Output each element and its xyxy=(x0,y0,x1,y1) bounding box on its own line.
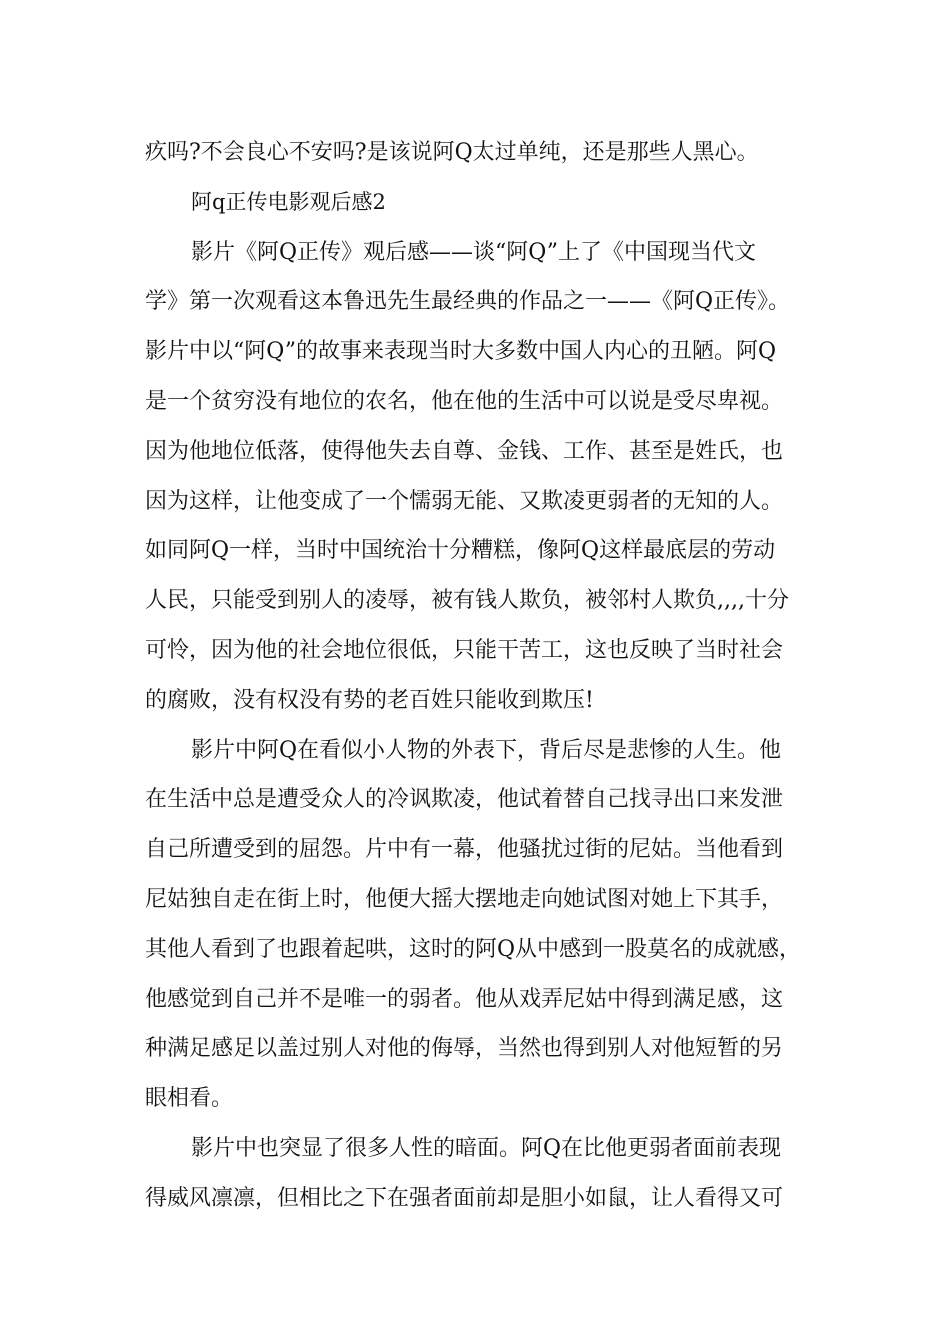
text-line: 种满足感足以盖过别人对他的侮辱，当然也得到别人对他短暂的另 xyxy=(145,1036,784,1062)
text-line: 影片中阿Q在看似小人物的外表下，背后尽是悲惨的人生。他 xyxy=(191,737,782,763)
text-line: 如同阿Q一样，当时中国统治十分糟糕，像阿Q这样最底层的劳动 xyxy=(145,538,776,564)
text-line: 影片《阿Q正传》观后感——谈“阿Q”上了《中国现当代文 xyxy=(191,239,756,265)
text-line: 因为他地位低落，使得他失去自尊、金钱、工作、甚至是姓氏，也 xyxy=(145,438,784,464)
text-line: 自己所遭受到的屈怨。片中有一幕，他骚扰过街的尼姑。当他看到 xyxy=(145,837,784,863)
text-line: 得威风凛凛，但相比之下在强者面前却是胆小如鼠，让人看得又可 xyxy=(145,1185,784,1211)
text-line: 的腐败，没有权没有势的老百姓只能收到欺压! xyxy=(145,687,594,713)
text-line: 影片中以“阿Q”的故事来表现当时大多数中国人内心的丑陋。阿Q xyxy=(145,339,776,365)
text-line: 影片中也突显了很多人性的暗面。阿Q在比他更弱者面前表现 xyxy=(191,1135,782,1161)
text-line: 学》第一次观看这本鲁迅先生最经典的作品之一——《阿Q正传》。 xyxy=(145,289,791,315)
text-line: 在生活中总是遭受众人的冷讽欺凌，他试着替自己找寻出口来发泄 xyxy=(145,787,784,813)
text-line: 人民，只能受到别人的凌辱，被有钱人欺负，被邻村人欺负,,,,十分 xyxy=(145,588,789,614)
text-line: 可怜，因为他的社会地位很低，只能干苦工，这也反映了当时社会 xyxy=(145,637,784,663)
text-line: 他感觉到自己并不是唯一的弱者。他从戏弄尼姑中得到满足感，这 xyxy=(145,986,784,1012)
section-heading: 阿q正传电影观后感2 xyxy=(191,189,386,214)
text-line: 尼姑独自走在街上时，他便大摇大摆地走向她试图对她上下其手， xyxy=(145,886,784,912)
text-line: 疚吗?不会良心不安吗?是该说阿Q太过单纯，还是那些人黑心。 xyxy=(145,140,759,165)
text-line: 其他人看到了也跟着起哄，这时的阿Q从中感到一股莫名的成就感， xyxy=(145,936,802,962)
text-line: 因为这样，让他变成了一个懦弱无能、又欺凌更弱者的无知的人。 xyxy=(145,488,784,514)
text-line: 眼相看。 xyxy=(145,1086,234,1112)
document-body xyxy=(145,128,825,1224)
text-line: 是一个贫穷没有地位的农名，他在他的生活中可以说是受尽卑视。 xyxy=(145,388,784,414)
